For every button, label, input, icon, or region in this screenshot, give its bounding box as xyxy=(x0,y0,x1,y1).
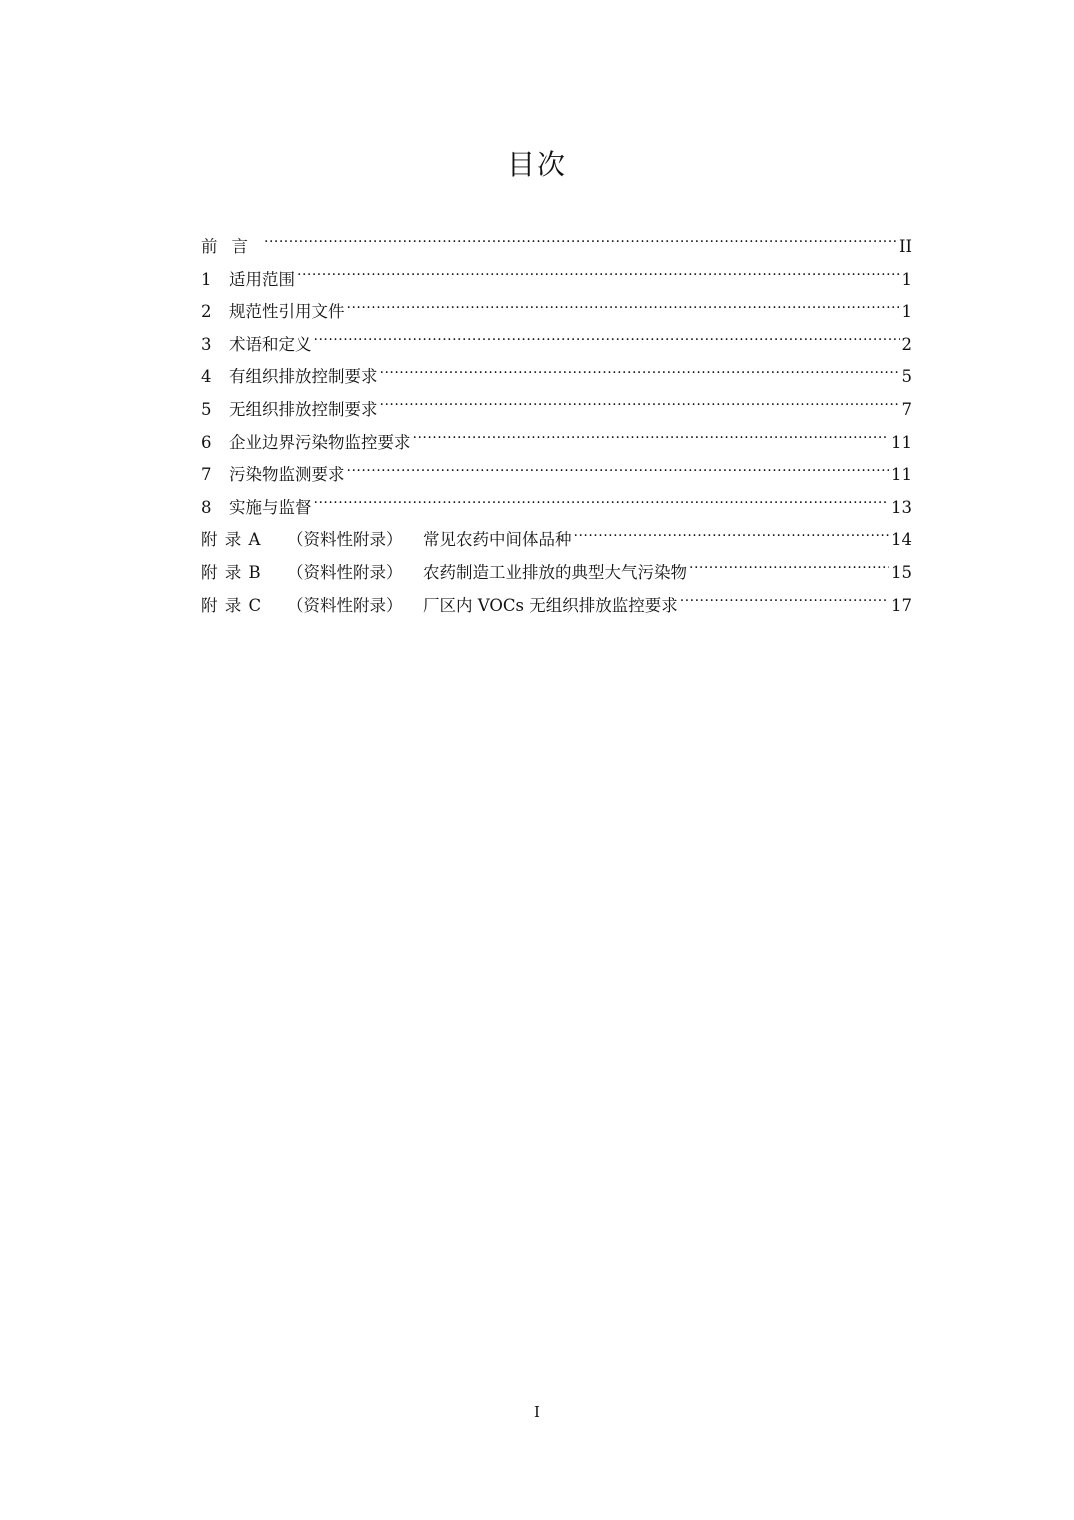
toc-entry-number: 4 xyxy=(201,367,212,387)
toc-entry-6[interactable] xyxy=(201,427,912,460)
toc-entry-1[interactable] xyxy=(201,264,912,297)
toc-entry-text: 规范性引用文件 xyxy=(229,302,345,322)
toc-entry-5[interactable] xyxy=(201,394,912,427)
toc-appendix-type: （资料性附录） xyxy=(287,562,403,582)
toc-appendix-type: （资料性附录） xyxy=(287,595,403,615)
toc-entry-number: 7 xyxy=(201,465,212,485)
toc-dot-leader xyxy=(413,431,890,448)
toc-entry-text: 企业边界污染物监控要求 xyxy=(229,432,411,452)
table-of-contents xyxy=(201,231,912,622)
toc-entry-page: II xyxy=(898,237,912,256)
toc-entry-3[interactable] xyxy=(201,329,912,362)
toc-entry-page: 5 xyxy=(901,367,912,387)
toc-appendix-label: 附 录 B xyxy=(201,562,262,582)
toc-entry-number: 2 xyxy=(201,302,212,322)
toc-entry-text: 适用范围 xyxy=(229,269,295,289)
toc-entry-text: 无组织排放控制要求 xyxy=(229,399,378,419)
toc-dot-leader xyxy=(264,236,897,253)
toc-entry-number: 5 xyxy=(201,399,212,419)
toc-dot-leader xyxy=(380,398,900,415)
toc-entry-text: 前言 xyxy=(201,237,262,256)
toc-appendix-label: 附 录 A xyxy=(201,530,262,550)
toc-entry-page: 1 xyxy=(901,269,912,289)
toc-appendix-label: 附 录 C xyxy=(201,595,263,615)
toc-entry-2[interactable] xyxy=(201,296,912,329)
toc-entry-8[interactable] xyxy=(201,492,912,525)
toc-dot-leader xyxy=(380,366,900,383)
toc-entry-page: 13 xyxy=(891,497,912,517)
page-title: 目次 xyxy=(506,148,567,181)
toc-entry-page: 11 xyxy=(891,465,912,485)
toc-entry-text: 污染物监测要求 xyxy=(229,465,345,485)
toc-dot-leader xyxy=(314,333,900,350)
page-number: I xyxy=(534,1403,540,1421)
toc-dot-leader xyxy=(680,594,889,611)
toc-dot-leader xyxy=(347,301,900,318)
toc-entry-page: 15 xyxy=(891,562,912,582)
toc-entry-page: 11 xyxy=(891,432,912,452)
toc-entry-page: 14 xyxy=(891,530,912,550)
toc-entry-text: 术语和定义 xyxy=(229,334,312,354)
toc-entry-text: 常见农药中间体品种 xyxy=(423,530,572,550)
toc-dot-leader xyxy=(689,561,889,578)
toc-entry-appendix-b[interactable] xyxy=(201,557,912,590)
toc-entry-page: 2 xyxy=(901,334,912,354)
toc-entry-page: 17 xyxy=(891,595,912,615)
toc-entry-appendix-c[interactable] xyxy=(201,590,912,623)
toc-entry-text: 实施与监督 xyxy=(229,497,312,517)
toc-entry-number: 8 xyxy=(201,497,212,517)
toc-entry-number: 1 xyxy=(201,269,212,289)
toc-dot-leader xyxy=(574,529,890,546)
toc-entry-page: 1 xyxy=(901,302,912,322)
toc-entry-number: 6 xyxy=(201,432,212,452)
toc-entry-text: 厂区内 VOCs 无组织排放监控要求 xyxy=(423,595,678,615)
toc-dot-leader xyxy=(297,268,900,285)
toc-appendix-type: （资料性附录） xyxy=(287,530,403,550)
toc-entry-4[interactable] xyxy=(201,361,912,394)
toc-entry-text: 农药制造工业排放的典型大气污染物 xyxy=(423,562,687,582)
toc-entry-7[interactable] xyxy=(201,459,912,492)
toc-dot-leader xyxy=(314,496,890,513)
toc-dot-leader xyxy=(347,464,890,481)
toc-entry-text: 有组织排放控制要求 xyxy=(229,367,378,387)
toc-entry-appendix-a[interactable] xyxy=(201,524,912,557)
toc-entry-foreword[interactable] xyxy=(201,231,912,264)
toc-entry-page: 7 xyxy=(901,399,912,419)
toc-entry-number: 3 xyxy=(201,334,212,354)
